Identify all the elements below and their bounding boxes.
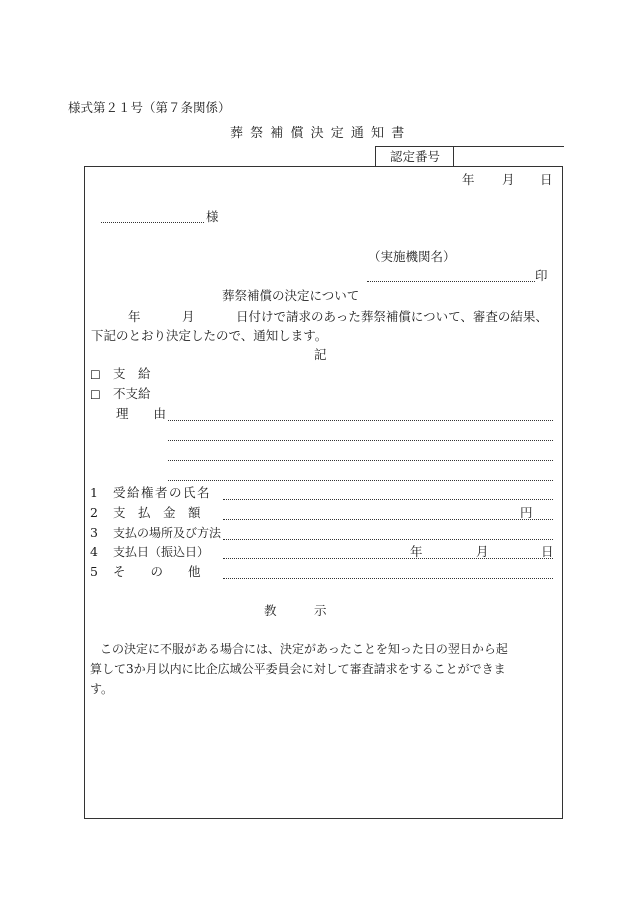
item-4-label: 支払日（振込日） [113,545,210,559]
document-title: 葬祭補償決定通知書 [230,126,412,141]
seal-mark: 印 [535,268,548,283]
item-4-month: 月 [476,544,489,559]
date-year: 年 [462,172,475,187]
issuer-label: （実施機関名） [368,249,456,264]
item-2-number: 2 [90,505,98,520]
item-5-number: 5 [90,564,98,579]
reason-label: 理 由 [116,406,167,421]
item-2-label: 支 払 金 額 [113,505,201,520]
note-mark: 記 [314,347,327,362]
body-month: 月 [182,309,195,324]
reason-line-1[interactable] [168,420,553,421]
body-year: 年 [128,309,141,324]
item-1-label: 受給権者の氏名 [113,485,212,500]
cert-number-label: 認定番号 [390,149,441,164]
item-3-label: 支払の場所及び方法 [113,526,222,540]
instruction-line-3: す。 [90,682,114,696]
item-1-field[interactable] [223,499,553,500]
instruction-line-2: 算して3か月以内に比企広域公平委員会に対して審査請求をすることができま [90,662,506,676]
item-5-label: そ の 他 [113,564,201,579]
pay-checkbox[interactable]: ☐ [90,368,101,382]
item-1-number: 1 [90,485,98,500]
reason-line-2[interactable] [168,440,553,441]
date-month: 月 [502,172,515,187]
reason-line-3[interactable] [168,460,553,461]
recipient-suffix: 様 [206,209,219,224]
pay-option-label: 支 給 [113,366,151,381]
date-day: 日 [540,172,553,187]
issuer-name-line[interactable] [367,281,535,282]
item-4-day: 日 [541,544,554,559]
body-text-line1: 日付けで請求のあった葬祭補償について、審査の結果、 [236,309,548,324]
subject-line: 葬祭補償の決定について [222,288,360,303]
item-4-year: 年 [410,544,423,559]
instruction-heading: 教 示 [264,603,327,618]
item-3-field[interactable] [223,539,553,540]
item-4-number: 4 [90,544,98,559]
body-text-line2: 下記のとおり決定したので、通知します。 [91,328,328,343]
item-2-unit: 円 [520,505,533,520]
item-2-field[interactable] [223,519,553,520]
cert-number-value[interactable] [460,151,558,165]
item-4-field[interactable] [223,558,553,559]
form-number: 様式第２１号（第７条関係） [68,100,231,115]
instruction-line-1: この決定に不服がある場合には、決定があったことを知った日の翌日から起 [100,642,508,656]
recipient-name-line[interactable] [101,222,204,223]
item-3-number: 3 [90,525,98,540]
item-5-field[interactable] [223,578,553,579]
reason-line-4[interactable] [168,480,553,481]
no-pay-option-label: 不支給 [113,386,151,401]
no-pay-checkbox[interactable]: ☐ [90,388,101,402]
